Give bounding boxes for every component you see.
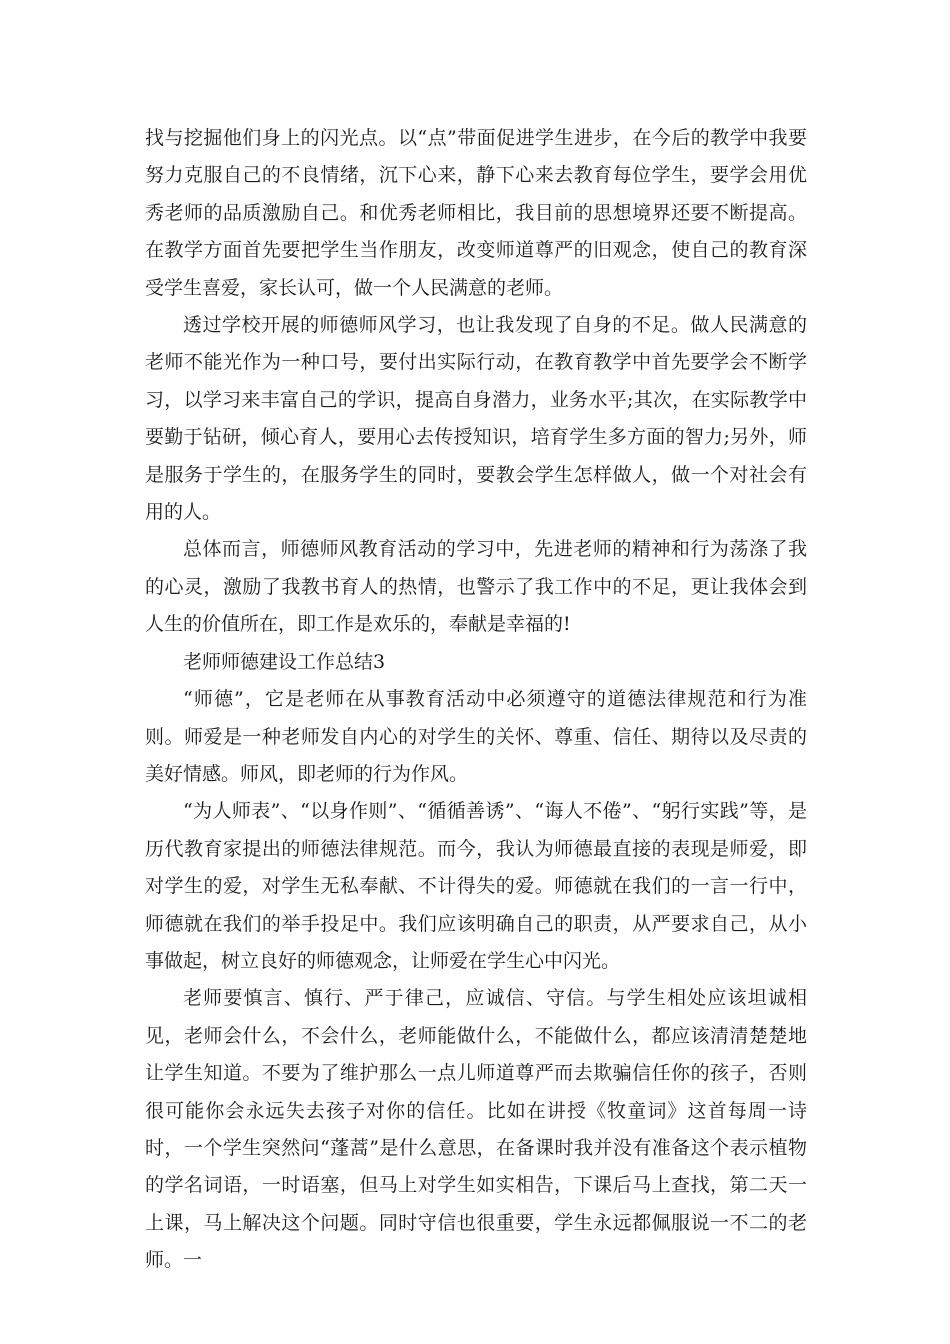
paragraph-3: 总体而言，师德师风教育活动的学习中，先进老师的精神和行为荡涤了我的心灵，激励了我教书育人的热情，也警示了我工作中的不足，更让我体会到人生的价值所在，即工作是欢乐的，奉献是幸福的! <box>145 538 807 636</box>
document-body <box>145 120 807 1280</box>
paragraph-2: 透过学校开展的师德师风学习，也让我发现了自身的不足。做人民满意的老师不能光作为一种口号，要付出实际行动，在教育教学中首先要学会不断学习，以学习来丰富自己的学识，提高自身潜力，业务水平;其次，在实际教学中要勤于钻研，倾心育人，要用心去传授知识，培育学生多方面的智力;另外，师是服务于学生的，在服务学生的同时，要教会学生怎样做人，做一个对社会有用的人。 <box>145 314 807 524</box>
paragraph-4: “师德”，它是老师在从事教育活动中必须遵守的道德法律规范和行为准则。师爱是一种老师发自内心的对学生的关怀、尊重、信任、期待以及尽责的美好情感。师风，即老师的行为作风。 <box>145 688 807 785</box>
paragraph-6: 老师要慎言、慎行、严于律己，应诚信、守信。与学生相处应该坦诚相见，老师会什么，不会什么，老师能做什么，不能做什么，都应该清清楚楚地让学生知道。不要为了维护那么一点儿师道尊严而去欺骗信任你的孩子，否则很可能你会永远失去孩子对你的信任。比如在讲授《牧童词》这首每周一诗时，一个学生突然问“蓬蒿”是什么意思，在备课时我并没有准备这个表示植物的学名词语，一时语塞，但马上对学生如实相告，下课后马上查找，第二天一上课，马上解决这个问题。同时守信也很重要，学生永远都佩服说一不二的老师。一 <box>145 987 807 1272</box>
section-heading: 老师师德建设工作总结3 <box>183 650 386 673</box>
paragraph-5: “为人师表”、“以身作则”、“循循善诱”、“诲人不倦”、“躬行实践”等，是历代教育家提出的师德法律规范。而今，我认为师德最直接的表现是师爱，即对学生的爱，对学生无私奉献、不计得失的爱。师德就在我们的一言一行中，师德就在我们的举手投足中。我们应该明确自己的职责，从严要求自己，从小事做起，树立良好的师德观念，让师爱在学生心中闪光。 <box>145 800 807 972</box>
paragraph-1: 找与挖掘他们身上的闪光点。以“点”带面促进学生进步，在今后的教学中我要努力克服自己的不良情绪，沉下心来，静下心来去教育每位学生，要学会用优秀老师的品质激励自己。和优秀老师相比，我目前的思想境界还要不断提高。在教学方面首先要把学生当作朋友，改变师道尊严的旧观念，使自己的教育深受学生喜爱，家长认可，做一个人民满意的老师。 <box>145 127 807 299</box>
